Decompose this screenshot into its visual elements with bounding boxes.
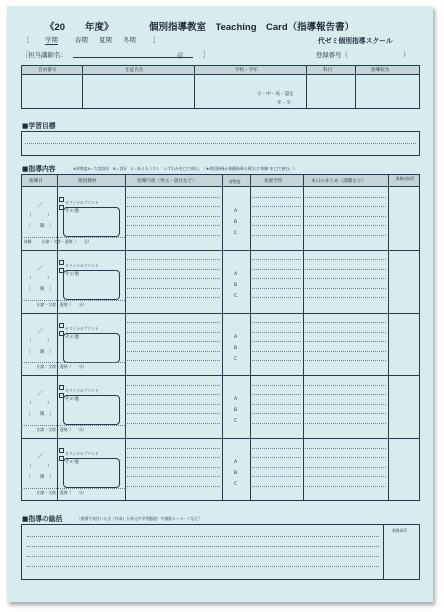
grade-b[interactable]: B (234, 220, 238, 225)
grade-c[interactable]: C (234, 356, 238, 362)
teacher-close: ］ (203, 51, 210, 59)
homework-field[interactable] (252, 377, 301, 436)
material-detail-box[interactable] (63, 395, 120, 425)
col-lesson-date: 指導日 (29, 179, 43, 184)
summary-field[interactable] (305, 377, 386, 436)
summary-label: ■指導の総括 (22, 515, 63, 523)
paren-open: （ (27, 275, 32, 281)
office-stamp-cell[interactable] (390, 315, 418, 374)
attendance-field[interactable]: 出席・欠席・遅刻（ 分） (37, 490, 87, 495)
office-stamp-cell[interactable] (390, 252, 418, 311)
period-label: 限 (40, 286, 45, 292)
paren-close: ） (47, 401, 52, 407)
office-stamp-cell[interactable] (390, 440, 418, 499)
date-slash: ／ (37, 389, 44, 398)
material-detail-box[interactable] (63, 207, 120, 237)
office-stamp-area[interactable] (386, 536, 418, 578)
term-spring[interactable]: 春期 (75, 36, 88, 44)
paren-open: （ (27, 213, 32, 218)
homework-field[interactable] (252, 189, 301, 248)
attendance-field[interactable]: 出席・欠席・遅刻（ 分） (42, 238, 92, 244)
teaching-card-sheet: 《20 年度》 個別指導教室 Teaching Card（指導報告書） ［ 学期 春期 夏期 冬期 ］ 代ゼミ個別指導スクール ［担当講師名： ＠ ］ 登録番号（ ） 会員番号 生徒氏名 学校・学年 科目 指導校舎 小・中・高・認定 年・卒 ■学習目標 ■指導内容 ※習熟度A＝大変良好 B＝良好 C＝あともう少し いずれかを◯で囲む。（★初回指導が体験指導の場合は"体験"を◯で囲む。） 指導日 使用教材 指導内容（単元・項目など） 習熟度 家庭学習 本日のまとめ（課題など） 事務局検印 ／ （ ） ［ 限 ］ オリジナルプリント その他 A B C 体験 出席・欠席・遅刻（ 分） ／ （ ） ［ 限 ］ オリジナルプリント その他 A B C 出席・欠席・遅刻（ 分） ／ （ ） ［ 限 ］ オリジナルプリント その他 A B C 出席・欠席・遅刻（ 分） ／ （ ） ［ 限 ］ オリジナルプリント その他 A B C 出席・欠席・遅刻（ 分） ／ （ ） ［ 限 ］ オリジナルプリント その他 A B C 出席・欠席・遅刻（ 分） ■指導の総括 ［指導で気付いた点（作成した単元や学習態度）や激励メッセージなど］ 事務局印 (7, 6, 433, 602)
grade-a[interactable]: A (234, 460, 238, 466)
grade-c[interactable]: C (234, 293, 238, 299)
office-stamp-label: 事務局印 (392, 528, 408, 533)
at-mark: ＠ (177, 51, 184, 59)
grade-a[interactable]: A (234, 334, 238, 340)
grade-c[interactable]: C (234, 482, 238, 488)
grade-b[interactable]: B (234, 408, 238, 414)
goal-label: ■学習目標 (22, 122, 56, 130)
lesson-content-field[interactable] (127, 252, 220, 311)
registration-label: 登録番号（ (316, 51, 348, 59)
office-stamp-cell[interactable] (390, 189, 418, 248)
homework-field[interactable] (252, 252, 301, 311)
term-winter[interactable]: 冬期 (123, 36, 136, 44)
grade-c[interactable]: C (234, 231, 238, 236)
col-subject: 科目 (323, 68, 333, 73)
period-label: 限 (40, 349, 45, 355)
homework-field[interactable] (252, 440, 301, 499)
date-slash: ／ (37, 326, 44, 335)
attendance-field[interactable]: 出席・欠席・遅刻（ 分） (37, 301, 87, 307)
material-label: オリジナルプリント (65, 262, 99, 268)
date-slash: ／ (37, 452, 44, 461)
paren-close: ） (47, 464, 52, 470)
page-title: 個別指導教室 Teaching Card（指導報告書） (149, 22, 355, 33)
material-label: その他 (65, 271, 79, 277)
paren-open: （ (27, 464, 32, 470)
material-detail-box[interactable] (63, 458, 120, 488)
student-name-field[interactable] (84, 76, 192, 107)
title-year-open: 《20 (45, 22, 66, 33)
member-no-field[interactable] (23, 76, 80, 107)
term-summer[interactable]: 夏期 (99, 36, 112, 44)
grade-suffix: 年・卒 (277, 101, 291, 106)
col-materials: 使用教材 (78, 179, 97, 184)
grade-a[interactable]: A (234, 209, 238, 214)
paren-close: ） (47, 338, 52, 344)
material-label: オリジナルプリント (65, 388, 99, 394)
teacher-name-field[interactable] (73, 57, 193, 58)
material-detail-box[interactable] (63, 270, 120, 300)
col-student-name: 生徒氏名 (125, 68, 144, 73)
term-gakki[interactable]: 学期 (45, 36, 58, 44)
grade-b[interactable]: B (234, 282, 238, 288)
paren-open: （ (27, 401, 32, 407)
proficiency-legend: ※習熟度A＝大変良好 B＝良好 C＝あともう少し いずれかを◯で囲む。（★初回指導が体験指導の場合は"体験"を◯で囲む。） (73, 166, 297, 171)
title-year-label: 年度》 (85, 22, 114, 33)
office-stamp-cell[interactable] (390, 377, 418, 436)
summary-text-area[interactable] (23, 526, 381, 578)
grade-c[interactable]: C (234, 419, 238, 425)
date-slash: ／ (37, 263, 44, 272)
school-name: 代ゼミ個別指導スクール (318, 37, 393, 45)
paren-close: ） (47, 275, 52, 281)
grade-a[interactable]: A (234, 271, 238, 277)
registration-close: ） (403, 51, 410, 59)
material-label: その他 (65, 209, 79, 214)
material-label: オリジナルプリント (65, 200, 99, 205)
lesson-content-field[interactable] (127, 189, 220, 248)
col-summary: 本日のまとめ（課題など） (311, 179, 367, 184)
summary-field[interactable] (305, 315, 386, 374)
summary-field[interactable] (305, 189, 386, 248)
material-label: オリジナルプリント (65, 451, 99, 457)
trial-label[interactable]: 体験 (24, 238, 32, 244)
grade-b[interactable]: B (234, 345, 238, 351)
col-proficiency: 習熟度 (229, 179, 241, 184)
paren-open: （ (27, 338, 32, 344)
col-homework: 家庭学習 (264, 179, 283, 184)
col-member-no: 会員番号 (38, 68, 57, 73)
attendance-field[interactable]: 出席・欠席・遅刻（ 分） (37, 427, 87, 433)
period-label: 限 (40, 475, 45, 481)
material-label: その他 (65, 397, 79, 403)
period-label: 限 (40, 224, 45, 229)
content-label: ■指導内容 (22, 165, 56, 173)
summary-field[interactable] (305, 252, 386, 311)
col-office-stamp: 事務局検印 (395, 176, 415, 181)
grade-options: 小・中・高・認定 (257, 92, 294, 97)
col-lesson-content: 指導内容（単元・項目など） (137, 179, 197, 184)
summary-field[interactable] (305, 440, 386, 499)
lesson-content-field[interactable] (127, 377, 220, 436)
material-detail-box[interactable] (63, 333, 120, 363)
paren-close: ） (47, 213, 52, 218)
lesson-content-field[interactable] (127, 315, 220, 374)
grade-a[interactable]: A (234, 397, 238, 403)
col-school-grade: 学校・学年 (235, 68, 258, 73)
material-label: その他 (65, 334, 79, 340)
grade-b[interactable]: B (234, 471, 238, 477)
attendance-field[interactable]: 出席・欠席・遅刻（ 分） (37, 364, 87, 370)
lesson-content-field[interactable] (127, 440, 220, 499)
homework-field[interactable] (252, 315, 301, 374)
period-label: 限 (40, 412, 45, 418)
teacher-label: ［担当講師名： (22, 51, 67, 59)
summary-note: ［指導で気付いた点（作成した単元や学習態度）や激励メッセージなど］ (77, 516, 203, 521)
material-label: オリジナルプリント (65, 325, 99, 331)
col-campus: 指導校舎 (371, 68, 390, 73)
material-label: その他 (65, 460, 79, 466)
date-slash: ／ (37, 201, 44, 209)
